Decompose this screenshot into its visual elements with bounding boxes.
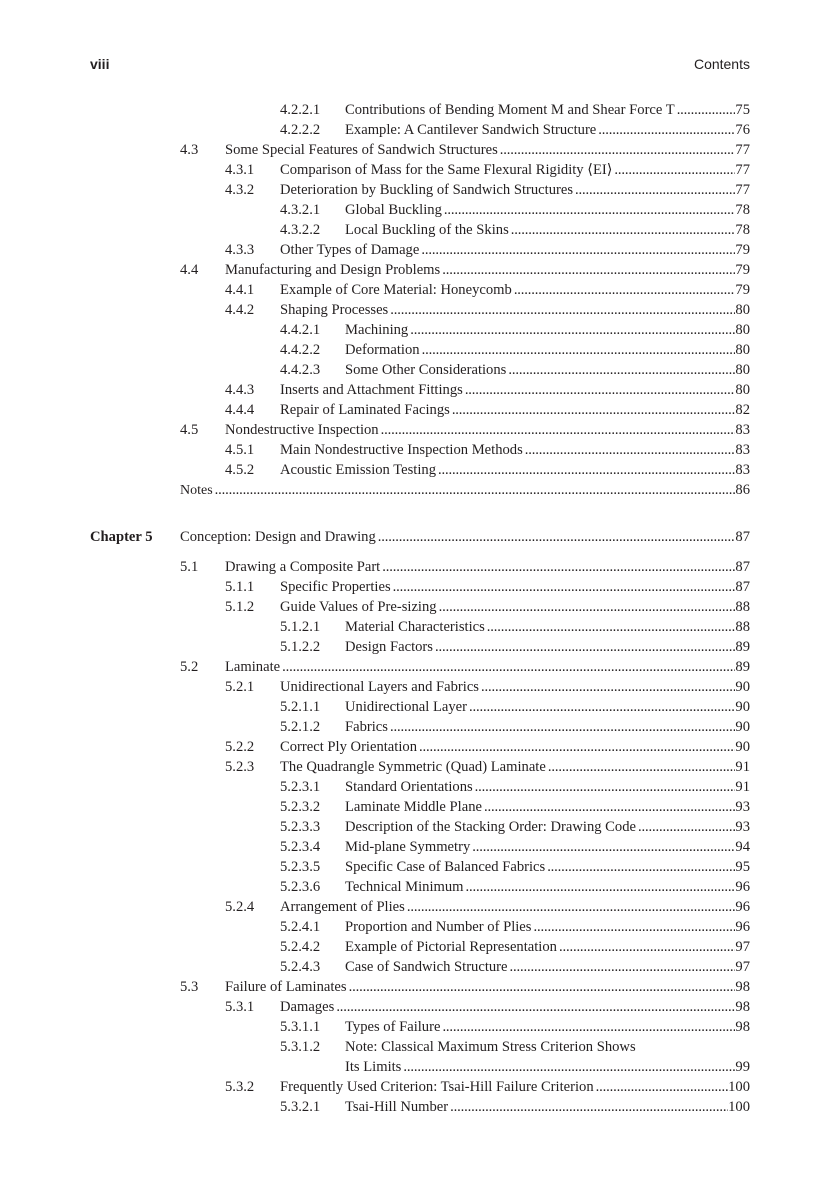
toc-entry[interactable] (0, 480, 840, 500)
dot-leader (510, 957, 736, 977)
entry-title: Arrangement of Plies (280, 899, 405, 915)
entry-title: Shaping Processes (280, 302, 389, 318)
toc-entry[interactable] (0, 440, 840, 460)
entry-line (345, 1057, 750, 1077)
entry-line (280, 380, 750, 400)
chapter-heading (0, 527, 840, 547)
toc-entry[interactable] (0, 360, 840, 380)
entry-page: 80 (735, 322, 750, 338)
entry-page: 98 (735, 1019, 750, 1035)
entry-title: Example: A Cantilever Sandwich Structure (345, 122, 597, 138)
entry-title: Main Nondestructive Inspection Methods (280, 442, 523, 458)
entry-title: Deformation (345, 342, 420, 358)
entry-number: 5.2.3.1 (280, 779, 321, 795)
entry-number: 4.4.2.2 (280, 342, 321, 358)
entry-number: 5.2.2 (225, 739, 255, 755)
entry-title: Note: Classical Maximum Stress Criterion Shows (345, 1039, 636, 1055)
entry-number: 4.3.3 (225, 242, 255, 258)
entry-page: 88 (735, 619, 750, 635)
entry-title: Other Types of Damage (280, 242, 420, 258)
entry-title: Failure of Laminates (225, 979, 347, 995)
dot-leader (393, 577, 736, 597)
entry-number: 4.3.1 (225, 162, 255, 178)
entry-line (345, 717, 750, 737)
entry-line (345, 320, 750, 340)
entry-title: Description of the Stacking Order: Drawing Code (345, 819, 636, 835)
entry-number: 5.2.4.2 (280, 939, 321, 955)
toc-entry[interactable] (0, 100, 840, 120)
chapter-spacer (0, 500, 840, 527)
entry-page: 76 (735, 122, 750, 138)
toc-entry[interactable] (0, 817, 840, 837)
entry-page: 88 (735, 599, 750, 615)
entry-page: 86 (735, 482, 750, 498)
entry-number: 5.2.1.1 (280, 699, 321, 715)
dot-leader (465, 380, 736, 400)
entry-title: Example of Pictorial Representation (345, 939, 557, 955)
entry-page: 80 (735, 302, 750, 318)
entry-line (345, 877, 750, 897)
entry-line (225, 260, 750, 280)
dot-leader (481, 677, 735, 697)
dot-leader (381, 420, 736, 440)
toc-entry[interactable] (0, 1077, 840, 1097)
entry-page: 83 (735, 462, 750, 478)
entry-page: 96 (735, 919, 750, 935)
dot-leader (638, 817, 735, 837)
dot-leader (511, 220, 736, 240)
entry-line (345, 817, 750, 837)
toc-entry[interactable] (0, 637, 840, 657)
entry-page: 82 (735, 402, 750, 418)
entry-page: 93 (735, 819, 750, 835)
dot-leader (533, 917, 735, 937)
entry-number: 5.2.4 (225, 899, 255, 915)
entry-title: Some Special Features of Sandwich Structures (225, 142, 498, 158)
entry-title: Types of Failure (345, 1019, 441, 1035)
running-title: Contents (693, 56, 750, 72)
entry-title: Proportion and Number of Plies (345, 919, 532, 935)
toc-entry[interactable] (0, 697, 840, 717)
entry-line (280, 240, 750, 260)
dot-leader (215, 480, 736, 500)
entry-number: 4.4 (180, 262, 199, 278)
entry-line (225, 977, 750, 997)
dot-leader (466, 877, 736, 897)
entry-number: 5.2.3.3 (280, 819, 321, 835)
entry-line (280, 460, 750, 480)
entry-title: Damages (280, 999, 335, 1015)
entry-title: Global Buckling (345, 202, 442, 218)
toc-entry[interactable] (0, 657, 840, 677)
entry-title: Some Other Considerations (345, 362, 507, 378)
toc-entry[interactable] (0, 320, 840, 340)
chapter-spacer (0, 547, 840, 557)
dot-leader (419, 737, 735, 757)
entry-page: 79 (735, 262, 750, 278)
entry-page: 89 (735, 639, 750, 655)
dot-leader (525, 440, 736, 460)
toc-entry[interactable] (0, 400, 840, 420)
toc-entry[interactable] (0, 180, 840, 200)
entry-page: 83 (735, 422, 750, 438)
toc-entry[interactable] (0, 877, 840, 897)
entry-number: 5.2.3.6 (280, 879, 321, 895)
entry-title: Example of Core Material: Honeycomb (280, 282, 512, 298)
entry-number: 5.3.1.2 (280, 1039, 321, 1055)
entry-line (280, 280, 750, 300)
entry-number: 5.1.1 (225, 579, 255, 595)
dot-leader (500, 140, 736, 160)
dot-leader (475, 777, 736, 797)
entry-line (280, 677, 750, 697)
entry-title: Comparison of Mass for the Same Flexural Rigidity ⟨EI⟩ (280, 162, 613, 178)
entry-title: Unidirectional Layer (345, 699, 467, 715)
dot-leader (410, 320, 735, 340)
toc-entry[interactable] (0, 420, 840, 440)
entry-line (280, 577, 750, 597)
entry-number: 5.3.2 (225, 1079, 255, 1095)
entry-number: 5.2.3.4 (280, 839, 321, 855)
entry-page: 94 (735, 839, 750, 855)
toc-entry[interactable] (0, 120, 840, 140)
chapter-page: 87 (735, 529, 750, 545)
entry-line (280, 400, 750, 420)
entry-title: Case of Sandwich Structure (345, 959, 508, 975)
entry-title: Design Factors (345, 639, 433, 655)
entry-line (280, 440, 750, 460)
entry-title: Material Characteristics (345, 619, 485, 635)
entry-line (280, 757, 750, 777)
entry-line (225, 420, 750, 440)
entry-line (345, 697, 750, 717)
entry-page: 83 (735, 442, 750, 458)
toc-entry[interactable] (0, 577, 840, 597)
entry-line (345, 837, 750, 857)
entry-number: 4.4.1 (225, 282, 255, 298)
toc-entry[interactable] (0, 757, 840, 777)
entry-title: Notes (180, 483, 213, 498)
entry-page: 80 (735, 362, 750, 378)
entry-number: 4.5.1 (225, 442, 255, 458)
entry-title: Unidirectional Layers and Fabrics (280, 679, 479, 695)
entry-number: 5.1 (180, 559, 199, 575)
entry-number: 5.2.1 (225, 679, 255, 695)
entry-title: Correct Ply Orientation (280, 739, 417, 755)
entry-line (345, 1017, 750, 1037)
entry-number: 5.2.1.2 (280, 719, 321, 735)
toc-entry[interactable] (0, 917, 840, 937)
entry-number: 4.4.2.3 (280, 362, 321, 378)
entry-title: Inserts and Attachment Fittings (280, 382, 463, 398)
dot-leader (421, 240, 735, 260)
entry-page: 95 (735, 859, 750, 875)
entry-title: Local Buckling of the Skins (345, 222, 509, 238)
dot-leader (508, 360, 735, 380)
entry-page: 77 (735, 162, 750, 178)
dot-leader (438, 460, 735, 480)
entry-line (280, 160, 750, 180)
entry-line (225, 140, 750, 160)
toc-entry[interactable] (0, 160, 840, 180)
entry-page: 90 (735, 719, 750, 735)
entry-page: 77 (735, 182, 750, 198)
entry-title: Guide Values of Pre-sizing (280, 599, 437, 615)
entry-line (280, 597, 750, 617)
toc-entry[interactable] (0, 837, 840, 857)
entry-title: Nondestructive Inspection (225, 422, 379, 438)
entry-line (345, 637, 750, 657)
entry-page: 87 (735, 579, 750, 595)
entry-page: 96 (735, 899, 750, 915)
entry-line (180, 480, 750, 501)
entry-title-continuation: Its Limits (345, 1059, 402, 1075)
toc-entry[interactable] (0, 380, 840, 400)
entry-title: Technical Minimum (345, 879, 464, 895)
entry-title: Drawing a Composite Part (225, 559, 381, 575)
dot-leader (403, 1057, 735, 1077)
entry-page: 75 (735, 102, 750, 118)
entry-number: 4.3.2.2 (280, 222, 321, 238)
toc-entry[interactable] (0, 997, 840, 1017)
entry-line (345, 797, 750, 817)
dot-leader (407, 897, 736, 917)
entry-number: 5.1.2.1 (280, 619, 321, 635)
entry-page: 79 (735, 282, 750, 298)
entry-number: 4.4.4 (225, 402, 255, 418)
dot-leader (548, 757, 736, 777)
dot-leader (435, 637, 735, 657)
entry-title: Acoustic Emission Testing (280, 462, 436, 478)
entry-page: 98 (735, 999, 750, 1015)
entry-number: 4.3.2.1 (280, 202, 321, 218)
dot-leader (390, 300, 735, 320)
entry-line (280, 997, 750, 1017)
entry-title: Tsai-Hill Number (345, 1099, 449, 1115)
entry-page: 89 (735, 659, 750, 675)
entry-title: Fabrics (345, 719, 388, 735)
entry-page: 80 (735, 382, 750, 398)
toc-entry[interactable] (0, 240, 840, 260)
entry-title: Laminate Middle Plane (345, 799, 482, 815)
entry-number: 5.2.4.3 (280, 959, 321, 975)
toc-entry[interactable] (0, 777, 840, 797)
dot-leader (484, 797, 735, 817)
entry-line (345, 100, 750, 120)
toc-entry[interactable] (0, 1017, 840, 1037)
entry-page: 80 (735, 342, 750, 358)
dot-leader (469, 697, 735, 717)
entry-number: 5.3.1.1 (280, 1019, 321, 1035)
dot-leader (442, 1017, 735, 1037)
toc-entry[interactable] (0, 937, 840, 957)
entry-line (345, 617, 750, 637)
dot-leader (596, 1077, 728, 1097)
toc-entry[interactable] (0, 977, 840, 997)
entry-line (345, 857, 750, 877)
toc-entry[interactable] (0, 617, 840, 637)
entry-line (345, 1097, 750, 1117)
chapter-title-line (180, 527, 750, 547)
entry-line (345, 220, 750, 240)
toc-entry[interactable] (0, 340, 840, 360)
entry-title: The Quadrangle Symmetric (Quad) Laminate (280, 759, 546, 775)
chapter-title: Conception: Design and Drawing (180, 529, 376, 545)
toc-entry[interactable] (0, 857, 840, 877)
entry-number: 5.2 (180, 659, 199, 675)
dot-leader (614, 160, 735, 180)
entry-line (280, 897, 750, 917)
entry-number: 5.3.1 (225, 999, 255, 1015)
dot-leader (677, 100, 736, 120)
entry-number: 5.3 (180, 979, 199, 995)
dot-leader (282, 657, 735, 677)
entry-line (280, 737, 750, 757)
toc-entry[interactable] (0, 220, 840, 240)
entry-title: Frequently Used Criterion: Tsai-Hill Failure Criterion (280, 1079, 594, 1095)
entry-number: 5.3.2.1 (280, 1099, 321, 1115)
entry-line (345, 937, 750, 957)
entry-title: Machining (345, 322, 409, 338)
entry-page: 79 (735, 242, 750, 258)
entry-line (345, 340, 750, 360)
entry-line (225, 557, 750, 577)
entry-page: 78 (735, 222, 750, 238)
entry-number: 4.2.2.2 (280, 122, 321, 138)
entry-page: 100 (728, 1099, 750, 1115)
toc-entry[interactable] (0, 737, 840, 757)
dot-leader (547, 857, 735, 877)
toc-entry[interactable] (0, 300, 840, 320)
entry-title: Specific Case of Balanced Fabrics (345, 859, 546, 875)
entry-number: 5.2.3 (225, 759, 255, 775)
dot-leader (452, 400, 736, 420)
dot-leader (378, 527, 736, 547)
entry-number: 4.4.3 (225, 382, 255, 398)
toc-section-chapter4 (0, 100, 840, 500)
toc-entry[interactable] (0, 557, 840, 577)
entry-page: 90 (735, 699, 750, 715)
entry-title: Mid-plane Symmetry (345, 839, 471, 855)
entry-number: 4.5 (180, 422, 199, 438)
dot-leader (439, 597, 736, 617)
toc-entry[interactable] (0, 717, 840, 737)
entry-page: 96 (735, 879, 750, 895)
dot-leader (575, 180, 735, 200)
entry-title: Contributions of Bending Moment M and Shear Force T (345, 102, 675, 118)
toc-section-chapter5 (0, 557, 840, 1117)
toc-entry-continuation (0, 1057, 840, 1077)
toc-entry[interactable] (0, 957, 840, 977)
entry-title: Laminate (225, 659, 281, 675)
dot-leader (598, 120, 735, 140)
entry-page: 78 (735, 202, 750, 218)
entry-title: Repair of Laminated Facings (280, 402, 450, 418)
page-number: viii (90, 56, 110, 72)
table-of-contents (0, 100, 840, 1117)
dot-leader (336, 997, 735, 1017)
entry-number: 4.4.2 (225, 302, 255, 318)
entry-number: 5.1.2.2 (280, 639, 321, 655)
dot-leader (390, 717, 735, 737)
entry-page: 90 (735, 739, 750, 755)
entry-page: 100 (728, 1079, 750, 1095)
entry-number: 5.2.4.1 (280, 919, 321, 935)
dot-leader (349, 977, 736, 997)
entry-page: 91 (735, 779, 750, 795)
entry-number: 4.2.2.1 (280, 102, 321, 118)
entry-line (280, 180, 750, 200)
dot-leader (450, 1097, 728, 1117)
entry-page: 90 (735, 679, 750, 695)
entry-line (345, 917, 750, 937)
chapter-label: Chapter 5 (90, 529, 153, 545)
toc-entry[interactable] (0, 597, 840, 617)
entry-page: 97 (735, 959, 750, 975)
toc-entry[interactable] (0, 897, 840, 917)
entry-number: 4.5.2 (225, 462, 255, 478)
toc-entry[interactable] (0, 1097, 840, 1117)
toc-entry[interactable] (0, 260, 840, 280)
dot-leader (442, 260, 735, 280)
entry-line (225, 657, 750, 677)
entry-number: 4.3 (180, 142, 199, 158)
dot-leader (444, 200, 736, 220)
entry-title: Standard Orientations (345, 779, 473, 795)
entry-number: 5.2.3.2 (280, 799, 321, 815)
entry-number: 5.2.3.5 (280, 859, 321, 875)
entry-page: 93 (735, 799, 750, 815)
entry-title: Specific Properties (280, 579, 391, 595)
toc-entry[interactable] (0, 1037, 840, 1057)
entry-page: 97 (735, 939, 750, 955)
entry-page: 99 (735, 1059, 750, 1075)
dot-leader (382, 557, 735, 577)
entry-line (345, 120, 750, 140)
toc-entry[interactable] (0, 200, 840, 220)
toc-entry[interactable] (0, 677, 840, 697)
entry-line (280, 300, 750, 320)
entry-title: Deterioration by Buckling of Sandwich Structures (280, 182, 574, 198)
entry-line (345, 777, 750, 797)
entry-line (345, 200, 750, 220)
toc-entry[interactable] (0, 797, 840, 817)
entry-number: 4.4.2.1 (280, 322, 321, 338)
entry-line (345, 360, 750, 380)
dot-leader (487, 617, 736, 637)
entry-line (345, 957, 750, 977)
toc-entry[interactable] (0, 140, 840, 160)
dot-leader (422, 340, 736, 360)
entry-page: 91 (735, 759, 750, 775)
entry-page: 98 (735, 979, 750, 995)
toc-entry[interactable] (0, 460, 840, 480)
dot-leader (514, 280, 736, 300)
entry-title: Manufacturing and Design Problems (225, 262, 441, 278)
entry-number: 5.1.2 (225, 599, 255, 615)
entry-page: 87 (735, 559, 750, 575)
entry-number: 4.3.2 (225, 182, 255, 198)
entry-line (280, 1077, 750, 1097)
entry-page: 77 (735, 142, 750, 158)
toc-entry[interactable] (0, 280, 840, 300)
dot-leader (472, 837, 735, 857)
dot-leader (559, 937, 735, 957)
